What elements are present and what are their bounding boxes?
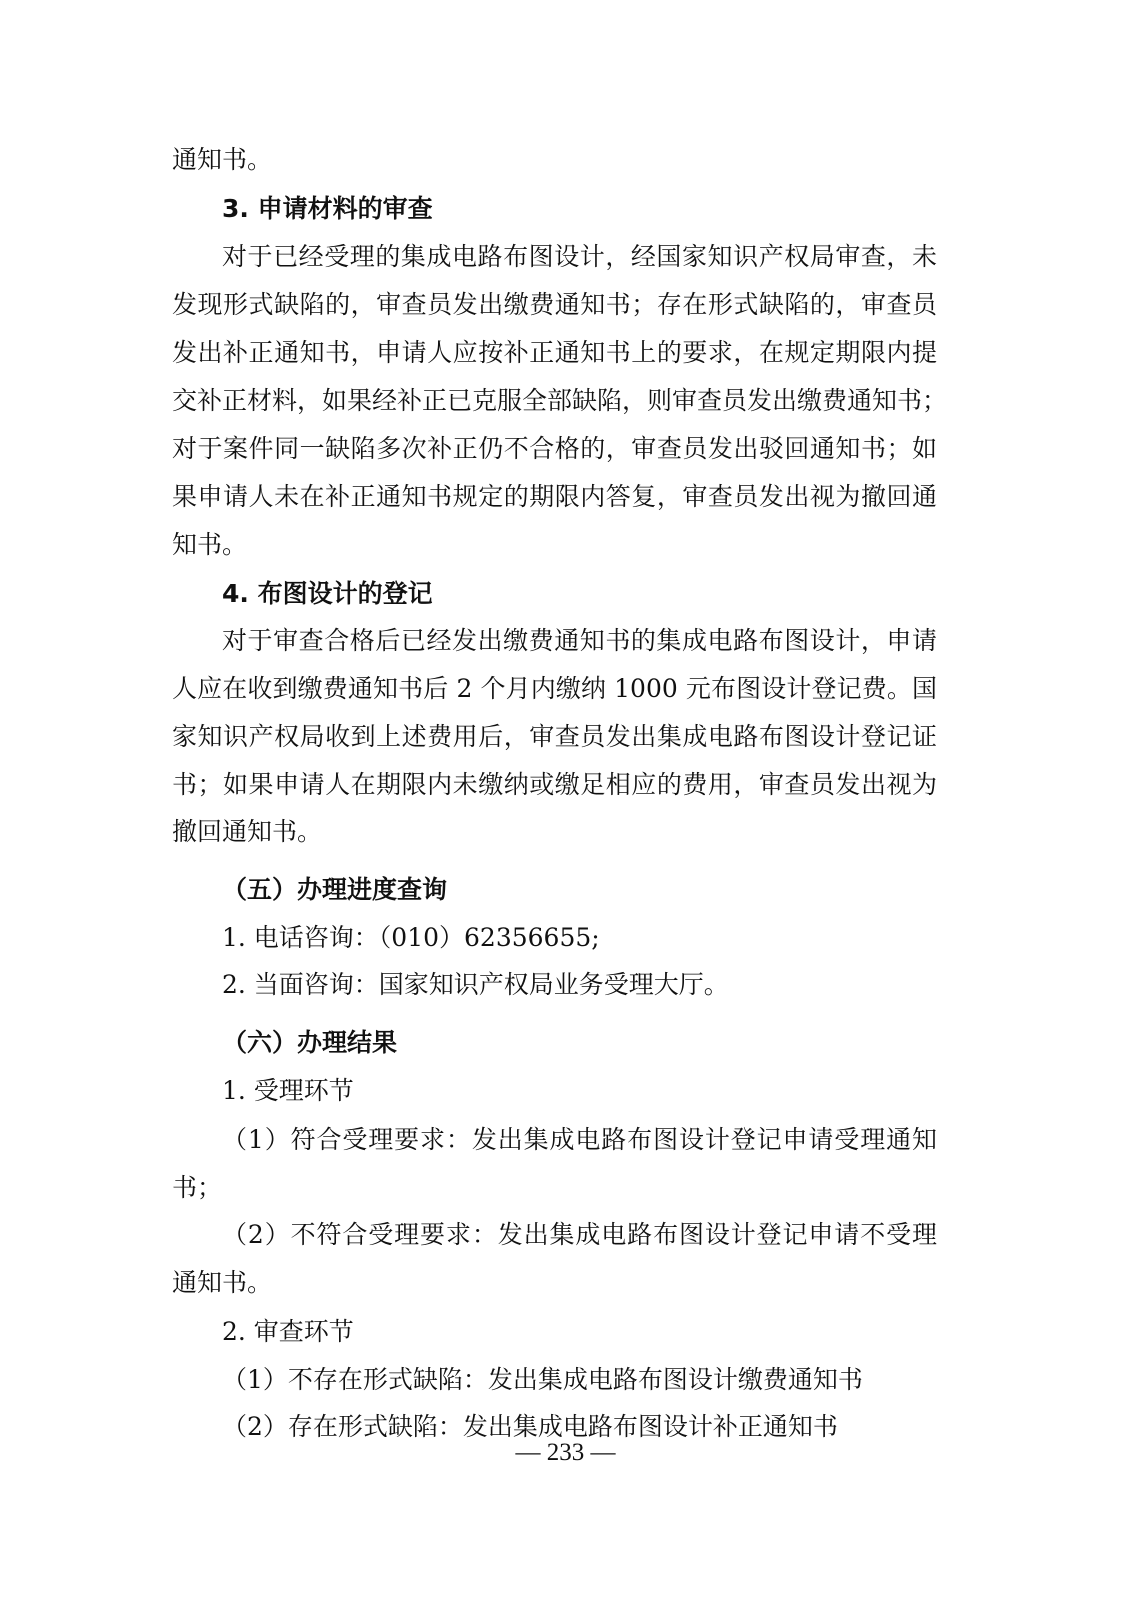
text-line: 家知识产权局收到上述费用后，审查员发出集成电路布图设计登记证 [172,722,937,751]
text-line: 1. 电话咨询：（010）62356655; [222,923,600,952]
text-line: 发现形式缺陷的，审查员发出缴费通知书；存在形式缺陷的，审查员 [172,290,937,319]
text-line: 书； [172,1173,223,1202]
section-heading: 3. 申请材料的审查 [222,194,433,223]
text-line: （1）不存在形式缺陷：发出集成电路布图设计缴费通知书 [222,1365,863,1394]
text-line: （2）存在形式缺陷：发出集成电路布图设计补正通知书 [222,1412,838,1441]
text-line: 对于审查合格后已经发出缴费通知书的集成电路布图设计，申请 [222,626,937,655]
page-number: — 233 — [515,1439,616,1466]
text-line: 交补正材料，如果经补正已克服全部缺陷，则审查员发出缴费通知书； [172,386,948,415]
text-line: 对于已经受理的集成电路布图设计，经国家知识产权局审查，未 [222,242,937,271]
subsection-heading: （六）办理结果 [222,1028,398,1057]
text-line: （2）不符合受理要求：发出集成电路布图设计登记申请不受理 [222,1220,937,1249]
text-line: 对于案件同一缺陷多次补正仍不合格的，审查员发出驳回通知书；如 [172,434,937,463]
text-line: 发出补正通知书，申请人应按补正通知书上的要求，在规定期限内提 [172,338,937,367]
text-line: 书；如果申请人在期限内未缴纳或缴足相应的费用，审查员发出视为 [172,770,937,799]
text-line: 果申请人未在补正通知书规定的期限内答复，审查员发出视为撤回通 [172,482,937,511]
text-line: 通知书。 [172,145,273,174]
text-line: 1. 受理环节 [222,1076,354,1105]
section-heading: 4. 布图设计的登记 [222,579,433,608]
subsection-heading: （五）办理进度查询 [222,875,448,904]
text-line: （1）符合受理要求：发出集成电路布图设计登记申请受理通知 [222,1125,937,1154]
text-line: 知书。 [172,530,248,559]
text-line: 2. 审查环节 [222,1317,354,1346]
text-line: 通知书。 [172,1268,273,1297]
text-line: 人应在收到缴费通知书后 2 个月内缴纳 1000 元布图设计登记费。国 [172,674,937,703]
text-line: 2. 当面咨询：国家知识产权局业务受理大厅。 [222,970,729,999]
text-line: 撤回通知书。 [172,817,323,846]
